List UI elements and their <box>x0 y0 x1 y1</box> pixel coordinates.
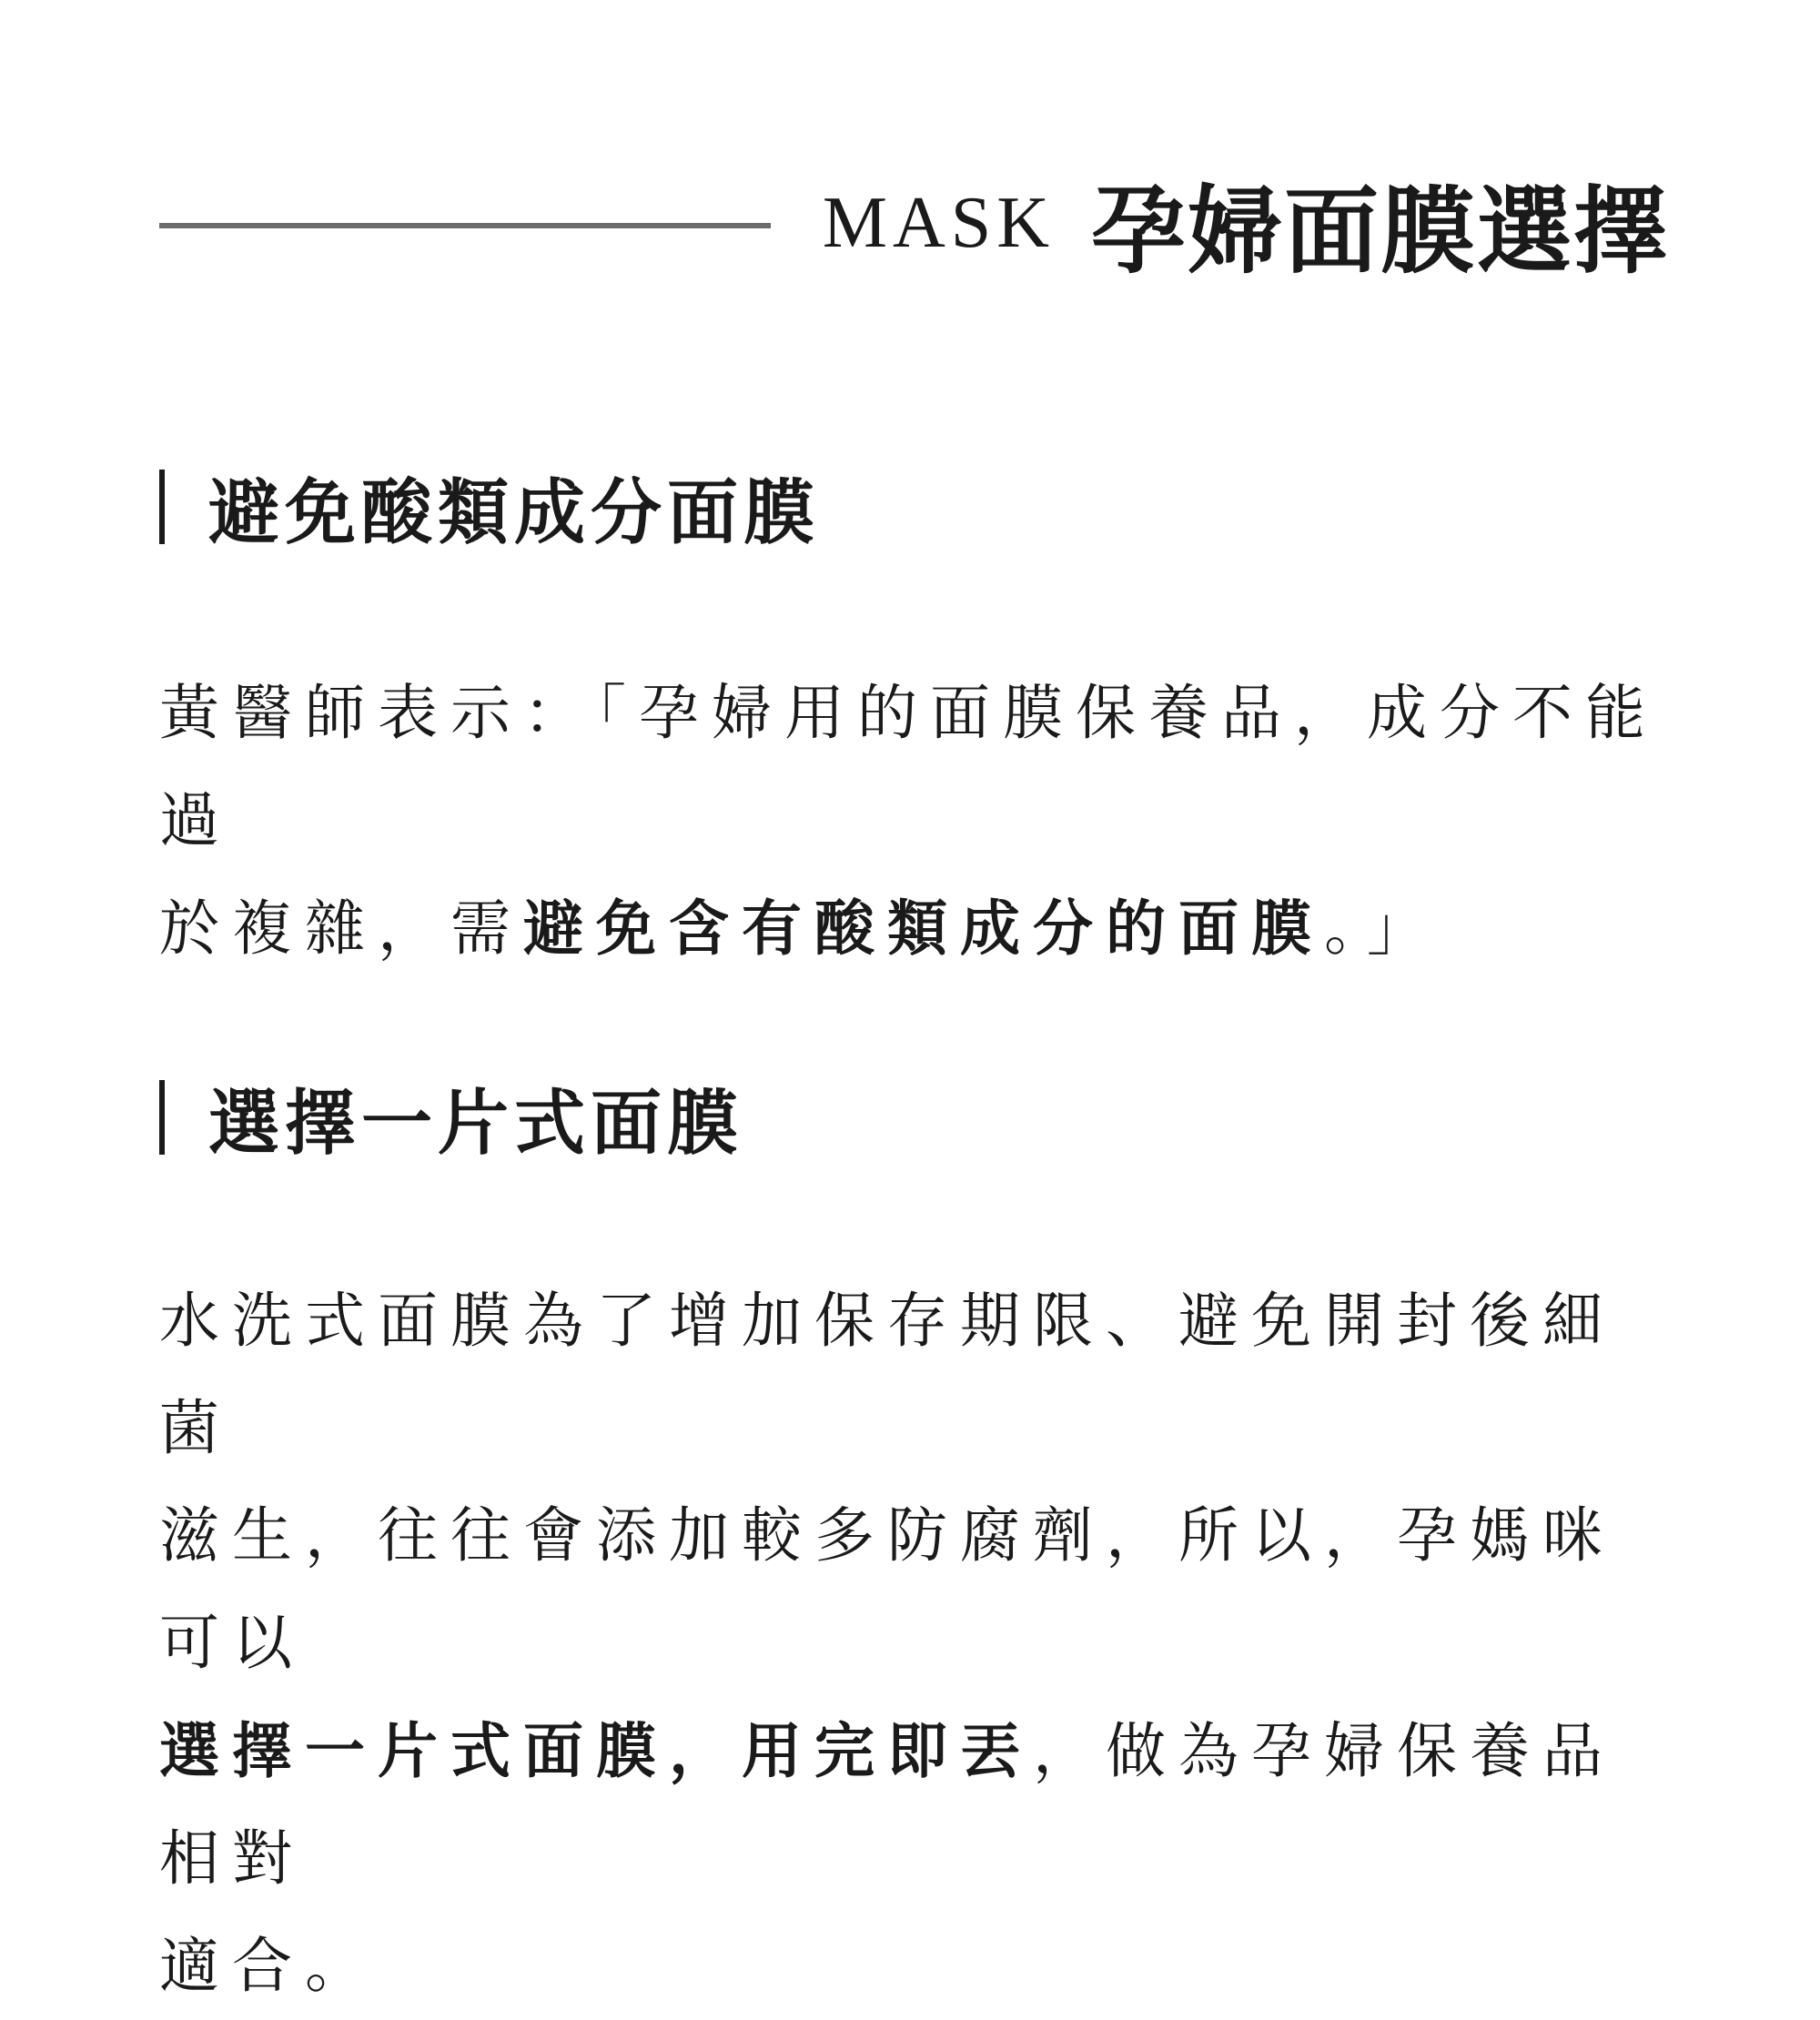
paragraph-text: ，做為孕婦保養品相對 <box>159 1716 1615 1894</box>
section-avoid-acid-masks <box>159 466 1670 983</box>
paragraph-text: 。」 <box>1324 894 1440 964</box>
page-title <box>823 159 1670 287</box>
section-heading <box>159 466 1670 554</box>
paragraph-line: 滋生，往往會添加較多防腐劑，所以，孕媽咪可以 <box>159 1500 1615 1678</box>
paragraph-line: 黃醫師表示：「孕婦用的面膜保養品，成分不能過 <box>159 678 1658 855</box>
header-rule-line <box>159 223 771 228</box>
section-title: 選擇一片式面膜 <box>208 1082 744 1165</box>
paragraph-emphasis: 避免含有酸類成分的面膜 <box>523 893 1324 964</box>
section-title: 避免酸類成分面膜 <box>208 471 821 554</box>
heading-bar <box>159 1080 165 1155</box>
section-one-piece-masks <box>159 1076 1670 2020</box>
title-chinese: 孕婦面膜選擇 <box>1090 175 1670 287</box>
page-header <box>159 159 1670 287</box>
section-paragraph <box>159 1268 1670 2020</box>
paragraph-emphasis: 選擇一片式面膜，用完即丟 <box>159 1715 1033 1786</box>
title-latin: MASK <box>822 182 1055 263</box>
paragraph-line: 水洗式面膜為了增加保存期限、避免開封後細菌 <box>159 1286 1615 1463</box>
section-paragraph <box>159 660 1670 983</box>
heading-bar <box>159 470 165 544</box>
paragraph-line: 適合。 <box>159 1931 378 2001</box>
paragraph-text: 於複雜，需 <box>159 894 523 964</box>
section-heading <box>159 1076 1670 1165</box>
